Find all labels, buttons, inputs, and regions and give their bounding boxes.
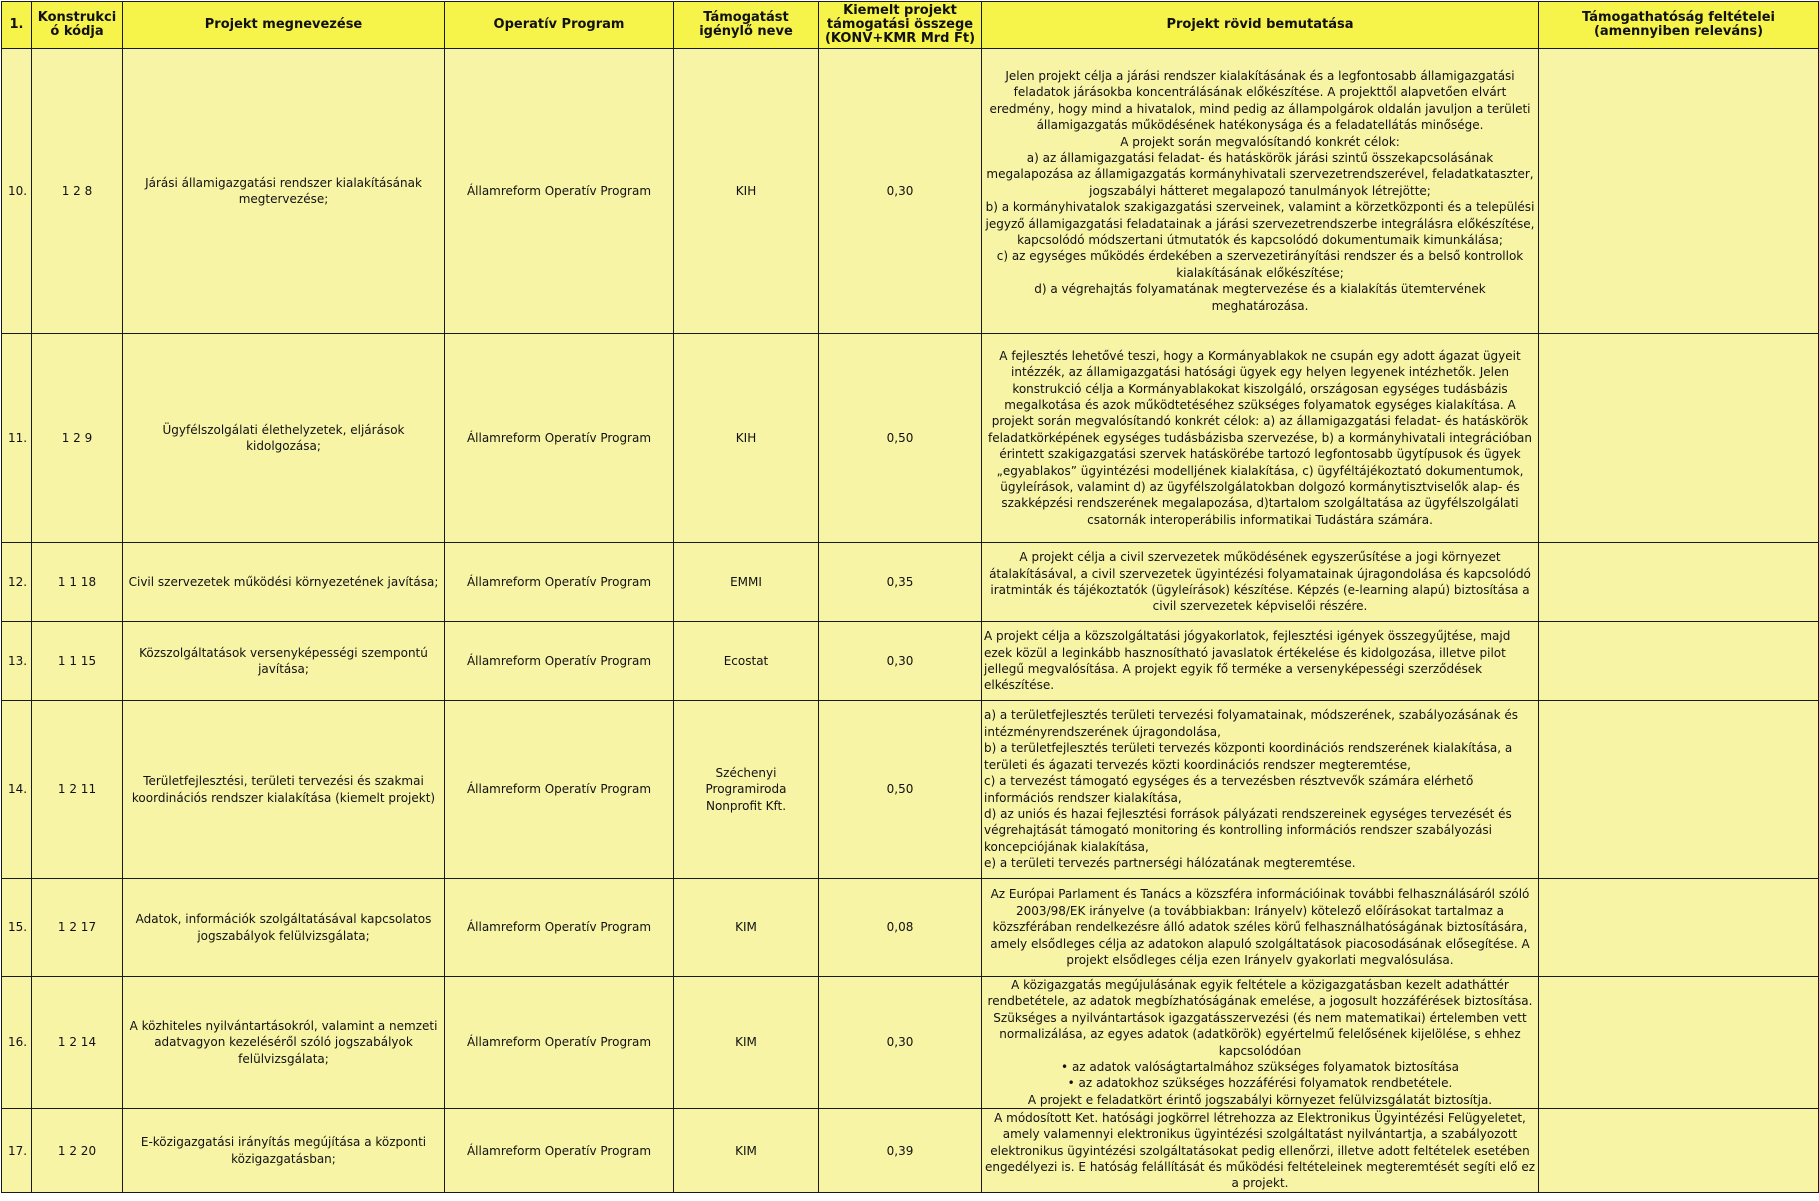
project-description — [982, 49, 1539, 334]
table-row — [2, 1109, 1819, 1193]
eligibility-conditions — [1539, 1109, 1819, 1193]
construction-code: 1 2 9 — [32, 334, 123, 543]
project-description — [982, 334, 1539, 543]
row-number: 11. — [2, 334, 32, 543]
applicant-name: EMMI — [674, 543, 819, 622]
description-line: b) a kormányhivatalok szakigazgatási szerveinek, valamint a körzetközponti és a települési jegyző államigazgatási feladatainak a járási szervezetrendszerbe integrálásra előkészítése, kapcsolódó módszertani útmutatók és kapcsolódó dokumentumaik kimunkálása; — [985, 200, 1535, 248]
applicant-name: KIH — [674, 49, 819, 334]
support-amount: 0,39 — [819, 1109, 982, 1193]
operative-program: Államreform Operatív Program — [445, 543, 674, 622]
description-line: d) a végrehajtás folyamatának megtervezése és a kialakítás ütemtervének meghatározása. — [1034, 282, 1486, 313]
eligibility-conditions — [1539, 701, 1819, 879]
description-text: A közigazgatás megújulásának egyik feltétele a közigazgatásban kezelt adatháttér rendbetétele, az adatok megbízhatóságának emelése, a jogosult hozzáférések biztosítása. Szükséges a nyilvántartások igazgatásszervezési (és nem matematikai) értelemben vett normalizálása, az egyes adatok (adatkörök) egyértelmű felelősének kijelölése, s ehhez kapcsolódóan — [987, 978, 1533, 1058]
construction-code: 1 2 8 — [32, 49, 123, 334]
eligibility-conditions — [1539, 977, 1819, 1109]
construction-code: 1 1 18 — [32, 543, 123, 622]
header-applicant: Támogatást igénylő neve — [674, 2, 819, 49]
description-line: e) a területi tervezés partnerségi hálózatának megteremtése. — [984, 856, 1356, 871]
header-row — [2, 2, 1819, 49]
description-line: c) a tervezést támogató egységes és a tervezésben résztvevők számára elérhető információs rendszer kialakítása, — [984, 774, 1474, 805]
construction-code: 1 1 15 — [32, 622, 123, 701]
description-text: Az Európai Parlament és Tanács a közszféra információinak további felhasználásáról szóló 2003/98/EK irányelve (a továbbiakban: Irányelv) kötelező előírásokat tartalmaz a közszférában rendelkezésre álló adatok széles körű felhasználhatóságának biztosítására, amely elsődleges célja az adatokon alapuló szolgáltatások piacosodásának elősegítése. A projekt elsődleges célja ezen Irányelv gyakorlati megvalósulása. — [990, 887, 1530, 968]
description-text: A módosított Ket. hatósági jogkörrel létrehozza az Elektronikus Ügyintézési Felügyeletet, amely valamennyi elektronikus ügyintézési szolgáltatást nyilvántartja, a szabályozott elektronikus ügyintézési szolgáltatásokat pedig ellenőrzi, illetve adott feltételek esetében engedélyezi is. E hatóság felállítását és működési feltételeinek megteremtését segíti elő ez a projekt. — [984, 1110, 1536, 1191]
description-line: d) az uniós és hazai fejlesztési források pályázati rendszereinek egységes tervezését és végrehajtását támogató monitoring és kontrolling információs rendszer szabályozási koncepciójának kialakítása, — [984, 806, 1512, 854]
table-row — [2, 701, 1819, 879]
eligibility-conditions — [1539, 543, 1819, 622]
eligibility-conditions — [1539, 334, 1819, 543]
header-num: 1. — [2, 2, 32, 49]
applicant-name: KIM — [674, 977, 819, 1109]
description-line: • az adatokhoz szükséges hozzáférési folyamatok rendbetétele. — [1067, 1076, 1453, 1091]
applicant-name: KIM — [674, 1109, 819, 1193]
support-amount: 0,30 — [819, 622, 982, 701]
header-name: Projekt megnevezése — [123, 2, 445, 49]
support-amount: 0,50 — [819, 701, 982, 879]
description-line: A projekt e feladatkört érintő jogszabályi környezet felülvizsgálatát biztosítja. — [1027, 1092, 1493, 1107]
support-amount: 0,08 — [819, 879, 982, 977]
eligibility-conditions — [1539, 49, 1819, 334]
project-description — [982, 622, 1539, 701]
applicant-name: Ecostat — [674, 622, 819, 701]
description-text: Jelen projekt célja a járási rendszer kialakításának és a legfontosabb államigazgatási feladatok járásokba koncentrálásának előkészítése. A projekttől alapvetően elvárt eredmény, hogy mind a hivatalok, mind pedig az állampolgárok oldalán javuljon a területi államigazgatás működésének hatékonysága és a feladatellátás minősége. — [989, 68, 1531, 133]
project-description — [982, 543, 1539, 622]
construction-code: 1 2 11 — [32, 701, 123, 879]
operative-program: Államreform Operatív Program — [445, 977, 674, 1109]
operative-program: Államreform Operatív Program — [445, 334, 674, 543]
row-number: 13. — [2, 622, 32, 701]
header-conditions: Támogathatóság feltételei (amennyiben releváns) — [1539, 2, 1819, 49]
description-text: A projekt célja a közszolgáltatási jógyakorlatok, fejlesztési igények összegyűjtése, majd ezek közül a leginkább hasznosítható javaslatok értékelése és kidolgozása, illetve pilot jellegű megvalósítása. A projekt egyik fő terméke a versenyképességi szerződések elkészítése. — [984, 629, 1511, 693]
table-row — [2, 879, 1819, 977]
description-line: a) az államigazgatási feladat- és hatáskörök járási szintű összekapcsolásának megalapozása az államigazgatás kormányhivatali szervezetrendszerével, feladatkataszter, jogszabályi hátteret megalapozó tanulmányok létrejötte; — [986, 150, 1534, 198]
applicant-name: Széchenyi Programiroda Nonprofit Kft. — [674, 701, 819, 879]
project-name: Adatok, információk szolgáltatásával kapcsolatos jogszabályok felülvizsgálata; — [123, 879, 445, 977]
eligibility-conditions — [1539, 622, 1819, 701]
eligibility-conditions — [1539, 879, 1819, 977]
description-line: a) a területfejlesztés területi tervezési folyamatainak, módszerének, szabályozásának és intézményrendszerének újragondolása, — [984, 708, 1519, 739]
description-line: b) a területfejlesztés területi tervezés központi koordinációs rendszerének kialakítása, a területi és ágazati tervezés közti koordinációs rendszer megteremtése, — [984, 741, 1513, 772]
project-name: E-közigazgatási irányítás megújítása a központi közigazgatásban; — [123, 1109, 445, 1193]
operative-program: Államreform Operatív Program — [445, 49, 674, 334]
header-program: Operatív Program — [445, 2, 674, 49]
project-name: Közszolgáltatások versenyképességi szempontú javítása; — [123, 622, 445, 701]
project-description — [982, 701, 1539, 879]
project-description — [982, 1109, 1539, 1193]
project-description — [982, 879, 1539, 977]
project-name: Civil szervezetek működési környezetének javítása; — [123, 543, 445, 622]
applicant-name: KIH — [674, 334, 819, 543]
description-text: A projekt célja a civil szervezetek működésének egyszerűsítése a jogi környezet átalakításával, a civil szervezetek ügyintézési folyamatainak újragondolása és kapcsolódó iratminták és tájékoztatók (ügyleírások) készítése. Képzés (e-learning alapú) biztosítása a civil szervezetek képviselői részére. — [989, 550, 1531, 614]
project-name: A közhiteles nyilvántartásokról, valamint a nemzeti adatvagyon kezeléséről szóló jogszabályok felülvizsgálata; — [123, 977, 445, 1109]
construction-code: 1 2 17 — [32, 879, 123, 977]
construction-code: 1 2 14 — [32, 977, 123, 1109]
support-amount: 0,30 — [819, 49, 982, 334]
description-line: c) az egységes működés érdekében a szervezetirányítási rendszer és a belső kontrollok kialakításának előkészítése; — [996, 249, 1524, 280]
operative-program: Államreform Operatív Program — [445, 879, 674, 977]
row-number: 16. — [2, 977, 32, 1109]
operative-program: Államreform Operatív Program — [445, 1109, 674, 1193]
support-amount: 0,35 — [819, 543, 982, 622]
row-number: 15. — [2, 879, 32, 977]
table-row — [2, 49, 1819, 334]
project-name: Területfejlesztési, területi tervezési és szakmai koordinációs rendszer kialakítása (kiemelt projekt) — [123, 701, 445, 879]
description-line: • az adatok valóságtartalmához szükséges folyamatok biztosítása — [1061, 1060, 1459, 1075]
row-number: 12. — [2, 543, 32, 622]
table-row — [2, 977, 1819, 1109]
project-description — [982, 977, 1539, 1109]
row-number: 17. — [2, 1109, 32, 1193]
header-desc: Projekt rövid bemutatása — [982, 2, 1539, 49]
operative-program: Államreform Operatív Program — [445, 701, 674, 879]
project-name: Járási államigazgatási rendszer kialakításának megtervezése; — [123, 49, 445, 334]
table-row — [2, 334, 1819, 543]
row-number: 14. — [2, 701, 32, 879]
project-name: Ügyfélszolgálati élethelyzetek, eljárások kidolgozása; — [123, 334, 445, 543]
applicant-name: KIM — [674, 879, 819, 977]
row-number: 10. — [2, 49, 32, 334]
header-code: Konstrukció kódja — [32, 2, 123, 49]
support-amount: 0,50 — [819, 334, 982, 543]
table-row — [2, 543, 1819, 622]
projects-table — [1, 1, 1819, 1193]
construction-code: 1 2 20 — [32, 1109, 123, 1193]
operative-program: Államreform Operatív Program — [445, 622, 674, 701]
description-text: A fejlesztés lehetővé teszi, hogy a Kormányablakok ne csupán egy adott ágazat ügyeit intézzék, az államigazgatási hatósági ügyek egy helyen legyenek intézhetők. Jelen konstrukció célja a Kormányablakokat kiszolgáló, országosan egységes tudásbázis megalkotása és azok működtetéséhez szükséges folyamatok egységes kialakítása. A projekt során megvalósítandó konkrét célok: a) az államigazgatási feladat- és hatáskörök feladatkörképének egységes tudásbázisba szervezése, b) a kormányhivatali integrációban érintett szakigazgatási szervek hatáskörébe tartozó legfontosabb ügytípusok és ügyek „egyablakos” ügyintézési modelljének kialakítása, c) ügyféltájékoztató dokumentumok, ügyleírások, valamint d) az ügyfélszolgálatokban dolgozó kormánytisztviselők alap- és szakképzési rendszerének megalapozása, d)tartalom szolgáltatása az ügyfélszolgálati csatornák interoperábilis informatikai Tudástára számára. — [987, 348, 1533, 527]
header-amount: Kiemelt projekt támogatási összege (KONV+KMR Mrd Ft) — [819, 2, 982, 49]
support-amount: 0,30 — [819, 977, 982, 1109]
table-row — [2, 622, 1819, 701]
description-line: A projekt során megvalósítandó konkrét célok: — [1120, 134, 1400, 149]
